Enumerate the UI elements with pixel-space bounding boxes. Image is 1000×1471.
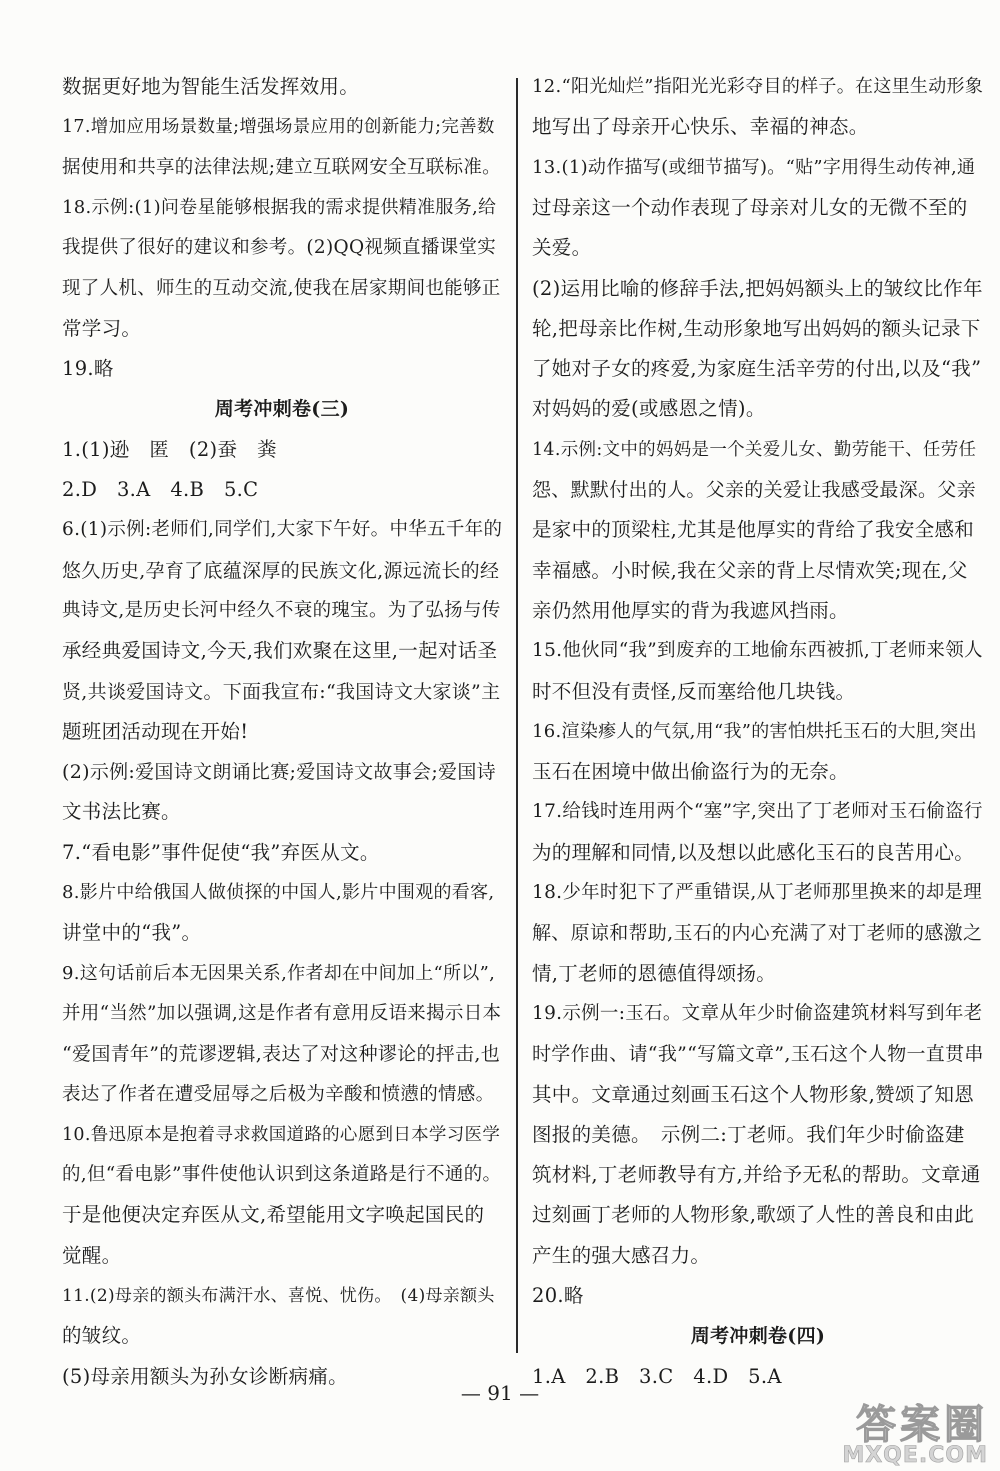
- answer-line: (2)示例:爱国诗文朗诵比赛;爱国诗文故事会;爱国诗: [62, 761, 496, 784]
- answer-line: 1.A 2.B 3.C 4.D 5.A: [532, 1364, 782, 1388]
- answer-line: 17.增加应用场景数量;增强场景应用的创新能力;完善数: [62, 117, 495, 138]
- answer-line: 17.给钱时连用两个“塞”字,突出了丁老师对玉石偷盗行: [532, 801, 983, 823]
- page-number: — 91 —: [460, 1381, 540, 1405]
- answer-line: 贤,共谈爱国诗文。下面我宣布:“我国诗文大家谈”主: [62, 680, 501, 703]
- answer-line: 时不但没有责怪,反而塞给他几块钱。: [532, 679, 856, 703]
- answer-line: 数据更好地为智能生活发挥效用。: [62, 75, 360, 98]
- answer-line: 据使用和共享的法律法规;建立互联网安全互联标准。: [62, 156, 501, 178]
- answer-line: 表达了作者在遭受屈辱之后极为辛酸和愤懑的情感。: [62, 1083, 495, 1105]
- answer-line: 亲仍然用他厚实的背为我遮风挡雨。: [532, 598, 849, 622]
- answer-line: 玉石在困境中做出偷盗行为的无奈。: [532, 760, 849, 784]
- answer-line: 怨、默默付出的人。父亲的关爱让我感受最深。父亲: [532, 479, 976, 501]
- answer-line: 为的理解和同情,以及想以此感化玉石的良苦用心。: [532, 840, 975, 864]
- answer-line: 题班团活动现在开始!: [62, 719, 249, 743]
- answer-line: 8.影片中给俄国人做侦探的中国人,影片中围观的看客,: [62, 882, 495, 903]
- answer-line: 并用“当然”加以强调,这是作者有意用反语来揭示日本: [62, 1002, 502, 1024]
- section-heading: 周考冲刺卷(三): [214, 398, 350, 421]
- answer-line: 悠久历史,孕育了底蕴深厚的民族文化,源远流长的经: [62, 559, 500, 582]
- answer-line: 地写出了母亲开心快乐、幸福的神态。: [532, 115, 869, 139]
- answer-line: 16.渲染瘆人的气氛,用“我”的害怕烘托玉石的大胆,突出: [532, 720, 977, 742]
- answer-line: 20.略: [532, 1284, 584, 1307]
- answer-line: 2.D 3.A 4.B 5.C: [62, 478, 259, 501]
- answer-line: (5)母亲用额头为孙女诊断病痛。: [62, 1364, 348, 1388]
- answer-line: 解、原谅和帮助,玉石的内心充满了对丁老师的感激之: [532, 922, 983, 945]
- answer-line: 于是他便决定弃医从文,希望能用文字唤起国民的: [62, 1203, 485, 1227]
- answer-line: 幸福感。小时候,我在父亲的背上尽情欢笑;现在,父: [532, 558, 968, 582]
- answer-line: 轮,把母亲比作树,生动形象地写出妈妈的额头记录下: [532, 316, 981, 340]
- answer-line: 图报的美德。 示例二:丁老师。我们年少时偷盗建: [532, 1122, 965, 1146]
- answer-line: 的,但“看电影”事件使他认识到这条道路是行不通的。: [62, 1164, 502, 1186]
- answer-line: 18.少年时犯下了严重错误,从丁老师那里换来的却是理: [532, 882, 983, 903]
- answer-line: 现了人机、师生的互动交流,使我在居家期间也能够正: [62, 277, 501, 299]
- answer-line: (2)运用比喻的修辞手法,把妈妈额头上的皱纹比作年: [532, 276, 983, 300]
- answer-line: 情,丁老师的恩德值得颂扬。: [532, 961, 777, 985]
- answer-line: 是家中的顶梁柱,尤其是他厚实的背给了我安全感和: [532, 518, 975, 542]
- answer-line: 我提供了很好的建议和参考。(2)QQ视频直播课堂实: [62, 237, 497, 259]
- answer-line: 典诗文,是历史长河中经久不衰的瑰宝。为了弘扬与传: [62, 599, 501, 621]
- answer-line: 时学作曲、请“我”“写篇文章”,玉石这个人物一直贯串: [532, 1043, 984, 1066]
- watermark-logo-text: 答案圈: [856, 1402, 988, 1448]
- column-divider: [516, 78, 518, 1353]
- answer-line: 承经典爱国诗文,今天,我们欢聚在这里,一起对话圣: [62, 639, 498, 663]
- answer-line: 了她对子女的疼爱,为家庭生活辛劳的付出,以及“我”: [532, 357, 982, 381]
- answer-line: 对妈妈的爱(或感恩之情)。: [532, 397, 766, 421]
- answer-line: 14.示例:文中的妈妈是一个关爱儿女、勤劳能干、任劳任: [532, 439, 977, 460]
- answer-line: 关爱。: [532, 236, 592, 260]
- answer-line: 7.“看电影”事件促使“我”弃医从文。: [62, 840, 380, 864]
- answer-line: 的皱纹。: [62, 1324, 142, 1348]
- answer-line: 常学习。: [62, 316, 142, 340]
- answer-line: 12.“阳光灿烂”指阳光光彩夺目的样子。在这里生动形象: [532, 76, 984, 97]
- answer-line: 10.鲁迅原本是抱着寻求救国道路的心愿到日本学习医学: [62, 1124, 501, 1145]
- answer-line: 9.这句话前后本无因果关系,作者却在中间加上“所以”,: [62, 962, 496, 984]
- section-heading: 周考冲刺卷(四): [690, 1325, 826, 1348]
- answer-line: 过母亲这一个动作表现了母亲对儿女的无微不至的: [532, 195, 968, 219]
- answer-line: 觉醒。: [62, 1243, 122, 1267]
- answer-line: 讲堂中的“我”。: [62, 921, 202, 945]
- answer-line: 产生的强大感召力。: [532, 1243, 711, 1267]
- answer-line: 18.示例:(1)问卷星能够根据我的需求提供精准服务,给: [62, 196, 497, 218]
- answer-line: 11.(2)母亲的额头布满汗水、喜悦、忧伤。 (4)母亲额头: [62, 1286, 495, 1306]
- answer-line: 1.(1)逊 匿 (2)蚕 粪: [62, 437, 277, 461]
- answer-line: 筑材料,丁老师教导有方,并给予无私的帮助。文章通: [532, 1163, 981, 1187]
- answer-line: 过刻画丁老师的人物形象,歌颂了人性的善良和由此: [532, 1203, 975, 1227]
- watermark-url: MXQE.COM: [842, 1443, 988, 1468]
- answer-line: “爱国青年”的荒谬逻辑,表达了对这种谬论的抨击,也: [62, 1043, 501, 1066]
- watermark: [738, 1402, 988, 1468]
- answer-line: 19.略: [62, 357, 114, 381]
- answer-line: 19.示例一:玉石。文章从年少时偷盗建筑材料写到年老: [532, 1002, 983, 1024]
- answer-line: 文书法比赛。: [62, 800, 181, 824]
- answer-line: 6.(1)示例:老师们,同学们,大家下午好。中华五千年的: [62, 519, 503, 541]
- answer-line: 15.他伙同“我”到废弃的工地偷东西被抓,丁老师来领人: [532, 640, 983, 662]
- answer-line: 13.(1)动作描写(或细节描写)。“贴”字用得生动传神,通: [532, 156, 976, 178]
- answer-line: 其中。文章通过刻画玉石这个人物形象,赞颂了知恩: [532, 1082, 975, 1106]
